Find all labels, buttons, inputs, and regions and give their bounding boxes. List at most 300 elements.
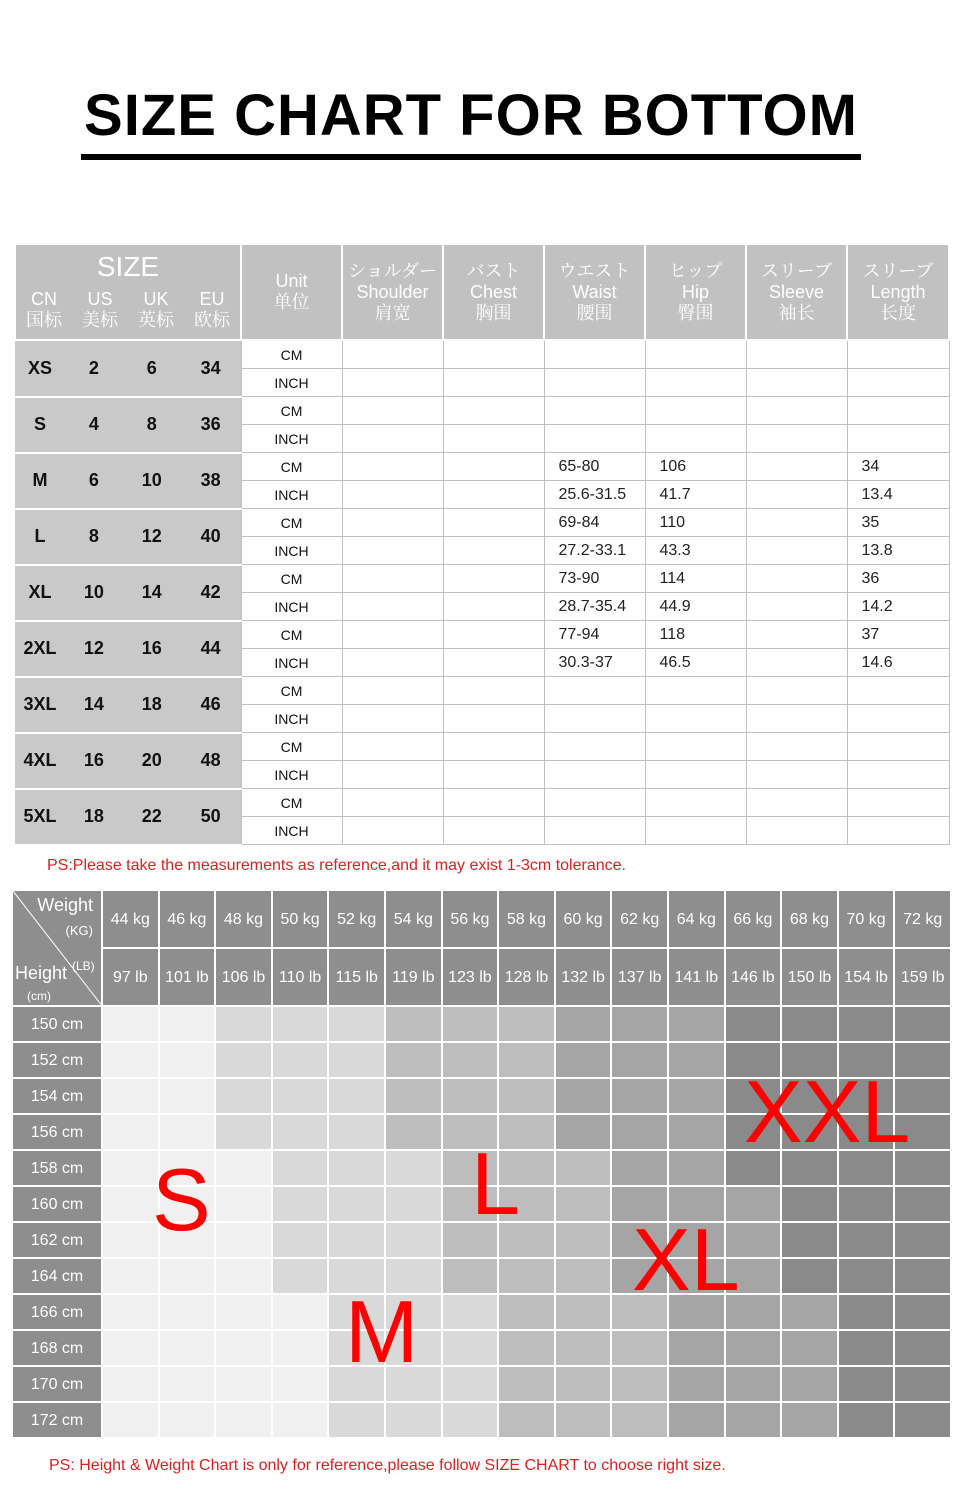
size-zone-cell bbox=[611, 1402, 668, 1438]
measurement-cell bbox=[342, 817, 443, 845]
size-zone-cell bbox=[781, 1330, 838, 1366]
measurement-cell: 28.7-35.4 bbox=[544, 593, 645, 621]
size-eu: 42 bbox=[200, 582, 221, 602]
size-zone-cell bbox=[272, 1366, 329, 1402]
unit-cell: INCH bbox=[241, 425, 342, 453]
size-zone-cell bbox=[385, 1114, 442, 1150]
unit-cell: INCH bbox=[241, 649, 342, 677]
size-zone-cell bbox=[385, 1078, 442, 1114]
table-row bbox=[15, 340, 949, 369]
weight-kg-header: 66 kg bbox=[725, 890, 782, 948]
size-system-header-zh: 国标 bbox=[26, 310, 62, 330]
size-zone-cell bbox=[272, 1294, 329, 1330]
size-zone-cell bbox=[894, 1258, 951, 1294]
size-system-header bbox=[194, 289, 230, 331]
height-row-header: 150 cm bbox=[12, 1006, 102, 1042]
size-uk: 14 bbox=[141, 582, 162, 602]
size-zone-cell bbox=[442, 1402, 499, 1438]
size-zone-cell bbox=[102, 1330, 159, 1366]
measurement-cell bbox=[847, 705, 949, 733]
measurement-cell: 69-84 bbox=[544, 509, 645, 537]
size-label-cell bbox=[15, 677, 241, 733]
weight-kg-header: 50 kg bbox=[272, 890, 329, 948]
size-system-header-zh: 美标 bbox=[82, 310, 118, 330]
measurement-cell bbox=[342, 621, 443, 649]
measurement-cell bbox=[645, 705, 746, 733]
measurement-cell: 14.2 bbox=[847, 593, 949, 621]
size-zone-cell bbox=[555, 1186, 612, 1222]
measurement-cell bbox=[443, 621, 544, 649]
measurement-cell: 118 bbox=[645, 621, 746, 649]
measurement-cell: 35 bbox=[847, 509, 949, 537]
size-zone-cell bbox=[102, 1222, 159, 1258]
ps-tolerance-note bbox=[47, 857, 626, 875]
size-zone-label: XXL bbox=[744, 1062, 911, 1161]
height-row-header: 156 cm bbox=[12, 1114, 102, 1150]
measurement-cell: 14.6 bbox=[847, 649, 949, 677]
size-label-cell bbox=[15, 789, 241, 845]
weight-lb-header: 159 lb bbox=[894, 948, 951, 1006]
measurement-cell bbox=[746, 789, 847, 817]
measurement-cell bbox=[443, 649, 544, 677]
size-zone-cell bbox=[725, 1006, 782, 1042]
size-zone-cell bbox=[611, 1042, 668, 1078]
height-row-header: 160 cm bbox=[12, 1186, 102, 1222]
measurement-cell bbox=[443, 705, 544, 733]
corner-weight-label: Weight bbox=[37, 895, 93, 915]
size-uk: 16 bbox=[141, 638, 162, 658]
size-zone-cell bbox=[272, 1042, 329, 1078]
size-zone-cell bbox=[385, 1186, 442, 1222]
weight-kg-header: 72 kg bbox=[894, 890, 951, 948]
size-zone-cell bbox=[272, 1150, 329, 1186]
size-zone-cell bbox=[555, 1294, 612, 1330]
measurement-cell: 106 bbox=[645, 453, 746, 481]
measurement-cell bbox=[544, 733, 645, 761]
measure-header bbox=[443, 244, 544, 340]
size-label-cell bbox=[15, 453, 241, 509]
measurement-cell bbox=[544, 425, 645, 453]
weight-kg-header: 48 kg bbox=[215, 890, 272, 948]
height-row-header: 172 cm bbox=[12, 1402, 102, 1438]
measure-header-ja: バスト bbox=[466, 260, 521, 281]
size-zone-cell bbox=[668, 1330, 725, 1366]
size-zone-cell bbox=[555, 1006, 612, 1042]
size-zone-cell bbox=[555, 1366, 612, 1402]
measure-header-zh: 肩宽 bbox=[374, 302, 411, 323]
size-zone-cell bbox=[442, 1078, 499, 1114]
measurement-cell bbox=[746, 677, 847, 705]
size-zone-cell bbox=[102, 1258, 159, 1294]
weight-lb-header: 101 lb bbox=[159, 948, 216, 1006]
measurement-cell bbox=[443, 593, 544, 621]
measurement-cell bbox=[746, 509, 847, 537]
weight-kg-header: 46 kg bbox=[159, 890, 216, 948]
measurement-cell: 65-80 bbox=[544, 453, 645, 481]
height-row-header: 164 cm bbox=[12, 1258, 102, 1294]
size-zone-cell bbox=[498, 1042, 555, 1078]
size-zone-cell bbox=[159, 1114, 216, 1150]
size-zone-cell bbox=[894, 1006, 951, 1042]
table-row bbox=[15, 677, 949, 705]
measure-header-zh: 臀围 bbox=[677, 302, 714, 323]
size-zone-cell bbox=[838, 1402, 895, 1438]
measurement-cell bbox=[443, 425, 544, 453]
measurement-cell: 37 bbox=[847, 621, 949, 649]
weight-kg-header: 64 kg bbox=[668, 890, 725, 948]
size-label-cell bbox=[15, 621, 241, 677]
table-row bbox=[15, 397, 949, 425]
measurement-cell bbox=[443, 817, 544, 845]
size-label-cell bbox=[15, 509, 241, 565]
measurement-cell bbox=[443, 789, 544, 817]
size-zone-cell bbox=[272, 1258, 329, 1294]
size-zone-cell bbox=[781, 1222, 838, 1258]
size-zone-cell bbox=[668, 1402, 725, 1438]
measurement-cell: 110 bbox=[645, 509, 746, 537]
size-zone-cell bbox=[215, 1366, 272, 1402]
height-row-header: 158 cm bbox=[12, 1150, 102, 1186]
measurement-cell bbox=[645, 340, 746, 369]
size-zone-cell bbox=[781, 1006, 838, 1042]
size-system-header-en: EU bbox=[199, 289, 225, 309]
size-eu: 38 bbox=[200, 470, 221, 490]
measure-header-en: Waist bbox=[572, 281, 617, 302]
measurement-cell: 25.6-31.5 bbox=[544, 481, 645, 509]
size-zone-cell bbox=[102, 1402, 159, 1438]
unit-cell: CM bbox=[241, 789, 342, 817]
height-row-header: 166 cm bbox=[12, 1294, 102, 1330]
measurement-cell bbox=[746, 369, 847, 397]
measurement-cell bbox=[544, 340, 645, 369]
size-zone-label: S bbox=[152, 1150, 211, 1249]
measurement-cell: 77-94 bbox=[544, 621, 645, 649]
measurement-cell bbox=[443, 509, 544, 537]
measurement-cell bbox=[746, 537, 847, 565]
weight-kg-header: 54 kg bbox=[385, 890, 442, 948]
measure-header-zh: 腰围 bbox=[576, 302, 613, 323]
measurement-cell: 41.7 bbox=[645, 481, 746, 509]
measurement-cell bbox=[544, 817, 645, 845]
size-zone-cell bbox=[215, 1114, 272, 1150]
size-cn: M bbox=[32, 470, 48, 490]
height-row-header: 154 cm bbox=[12, 1078, 102, 1114]
weight-lb-header: 119 lb bbox=[385, 948, 442, 1006]
measurement-cell bbox=[746, 621, 847, 649]
measurement-cell bbox=[746, 481, 847, 509]
size-zone-cell bbox=[442, 1366, 499, 1402]
measure-header bbox=[847, 244, 949, 340]
size-zone-cell bbox=[215, 1258, 272, 1294]
measure-header-zh: 胸围 bbox=[475, 302, 512, 323]
size-zone-cell bbox=[385, 1402, 442, 1438]
weight-lb-header: 146 lb bbox=[725, 948, 782, 1006]
measurement-cell: 46.5 bbox=[645, 649, 746, 677]
size-uk: 18 bbox=[141, 694, 162, 714]
measurement-cell bbox=[645, 761, 746, 789]
size-zone-cell bbox=[102, 1366, 159, 1402]
size-zone-cell bbox=[838, 1186, 895, 1222]
size-zone-cell bbox=[215, 1078, 272, 1114]
size-us: 8 bbox=[88, 526, 99, 546]
size-zone-cell bbox=[442, 1294, 499, 1330]
size-header-title: SIZE bbox=[96, 251, 160, 282]
size-zone-cell bbox=[838, 1222, 895, 1258]
size-us: 14 bbox=[83, 694, 104, 714]
unit-cell: INCH bbox=[241, 817, 342, 845]
measure-header bbox=[746, 244, 847, 340]
measurement-cell: 13.4 bbox=[847, 481, 949, 509]
weight-lb-header: 123 lb bbox=[442, 948, 499, 1006]
unit-cell: INCH bbox=[241, 481, 342, 509]
measurement-cell bbox=[342, 509, 443, 537]
size-zone-cell bbox=[668, 1114, 725, 1150]
measure-header bbox=[645, 244, 746, 340]
height-row-header: 170 cm bbox=[12, 1366, 102, 1402]
size-zone-cell bbox=[215, 1402, 272, 1438]
size-system-header-en: US bbox=[87, 289, 113, 309]
size-label-cell bbox=[15, 340, 241, 397]
size-zone-cell bbox=[159, 1330, 216, 1366]
unit-cell: INCH bbox=[241, 705, 342, 733]
size-cn: 2XL bbox=[23, 638, 57, 658]
measurement-cell bbox=[342, 453, 443, 481]
size-zone-cell bbox=[102, 1114, 159, 1150]
size-us: 6 bbox=[88, 470, 99, 490]
size-zone-cell bbox=[498, 1402, 555, 1438]
size-system-header-zh: 欧标 bbox=[194, 310, 230, 330]
measurement-cell bbox=[847, 369, 949, 397]
chart-corner-header bbox=[12, 890, 102, 1006]
size-chart-table bbox=[14, 243, 950, 846]
size-zone-cell bbox=[385, 1006, 442, 1042]
measurement-cell bbox=[443, 761, 544, 789]
corner-height-label: Height bbox=[15, 963, 68, 983]
measurement-cell bbox=[645, 425, 746, 453]
size-zone-cell bbox=[555, 1042, 612, 1078]
size-zone-cell bbox=[498, 1078, 555, 1114]
measurement-cell bbox=[342, 593, 443, 621]
measurement-cell bbox=[746, 733, 847, 761]
size-zone-cell bbox=[894, 1402, 951, 1438]
measurement-cell bbox=[544, 705, 645, 733]
measurement-cell bbox=[443, 537, 544, 565]
size-zone-cell bbox=[725, 1402, 782, 1438]
ps-prefix: PS: bbox=[47, 857, 73, 874]
size-eu: 50 bbox=[200, 806, 221, 826]
weight-lb-header: 97 lb bbox=[102, 948, 159, 1006]
measurement-cell: 34 bbox=[847, 453, 949, 481]
table-row bbox=[15, 621, 949, 649]
measure-header-ja: ショルダー bbox=[348, 260, 437, 281]
size-zone-cell bbox=[159, 1294, 216, 1330]
measurement-cell bbox=[443, 565, 544, 593]
size-zone-cell bbox=[328, 1402, 385, 1438]
size-zone-cell bbox=[668, 1150, 725, 1186]
measurement-cell bbox=[847, 340, 949, 369]
size-eu: 44 bbox=[200, 638, 221, 658]
size-zone-cell bbox=[102, 1078, 159, 1114]
size-zone-cell bbox=[838, 1330, 895, 1366]
measurement-cell bbox=[746, 705, 847, 733]
unit-cell: CM bbox=[241, 453, 342, 481]
measurement-cell bbox=[342, 649, 443, 677]
measure-header-en: Hip bbox=[681, 281, 709, 302]
corner-cm-label: (cm) bbox=[27, 989, 51, 1003]
size-zone-cell bbox=[611, 1330, 668, 1366]
measure-header-en: Shoulder bbox=[356, 281, 429, 302]
measurement-cell bbox=[544, 761, 645, 789]
size-zone-cell bbox=[725, 1330, 782, 1366]
size-eu: 34 bbox=[200, 357, 221, 378]
weight-kg-header: 60 kg bbox=[555, 890, 612, 948]
size-eu: 48 bbox=[200, 750, 221, 770]
size-zone-cell bbox=[838, 1006, 895, 1042]
size-zone-cell bbox=[781, 1294, 838, 1330]
weight-lb-header: 110 lb bbox=[272, 948, 329, 1006]
unit-cell: INCH bbox=[241, 369, 342, 397]
ps-text: Please take the measurements as reference,and it may exist 1-3cm tolerance. bbox=[72, 857, 626, 874]
size-uk: 20 bbox=[141, 750, 162, 770]
size-uk: 22 bbox=[141, 806, 162, 826]
size-cn: S bbox=[33, 414, 46, 434]
size-label-cell bbox=[15, 397, 241, 453]
size-system-header-zh: 英标 bbox=[138, 310, 174, 330]
measurement-cell: 44.9 bbox=[645, 593, 746, 621]
height-row-header: 162 cm bbox=[12, 1222, 102, 1258]
unit-cell: CM bbox=[241, 565, 342, 593]
size-us: 4 bbox=[88, 414, 99, 434]
corner-kg-label: (KG) bbox=[65, 923, 93, 938]
unit-cell: INCH bbox=[241, 761, 342, 789]
weight-lb-header: 106 lb bbox=[215, 948, 272, 1006]
size-header bbox=[15, 244, 241, 340]
size-zone-label: L bbox=[471, 1134, 520, 1233]
measurement-cell bbox=[342, 537, 443, 565]
size-zone-cell bbox=[159, 1366, 216, 1402]
size-zone-cell bbox=[725, 1366, 782, 1402]
size-zone-cell bbox=[611, 1114, 668, 1150]
unit-header-en: Unit bbox=[275, 271, 308, 291]
size-zone-cell bbox=[781, 1186, 838, 1222]
measurement-cell bbox=[342, 705, 443, 733]
size-zone-cell bbox=[385, 1150, 442, 1186]
size-cn: XS bbox=[27, 357, 52, 378]
measurement-cell bbox=[746, 649, 847, 677]
size-uk: 10 bbox=[141, 470, 162, 490]
size-zone-cell bbox=[498, 1366, 555, 1402]
measurement-cell: 43.3 bbox=[645, 537, 746, 565]
size-uk: 6 bbox=[146, 357, 157, 378]
size-zone-cell bbox=[498, 1294, 555, 1330]
size-zone-cell bbox=[159, 1006, 216, 1042]
measurement-cell bbox=[443, 733, 544, 761]
measurement-cell bbox=[645, 789, 746, 817]
measurement-cell bbox=[342, 789, 443, 817]
measurement-cell bbox=[544, 369, 645, 397]
measurement-cell bbox=[746, 425, 847, 453]
ps-prefix: PS: bbox=[49, 1457, 75, 1474]
measurement-cell bbox=[443, 340, 544, 369]
unit-cell: CM bbox=[241, 677, 342, 705]
size-label-cell bbox=[15, 565, 241, 621]
size-zone-cell bbox=[328, 1006, 385, 1042]
size-us: 10 bbox=[83, 582, 104, 602]
measurement-cell bbox=[443, 677, 544, 705]
size-system-header bbox=[82, 289, 118, 331]
measure-header-ja: スリーブ bbox=[862, 260, 934, 281]
size-system-header bbox=[138, 289, 174, 331]
measurement-cell bbox=[342, 425, 443, 453]
size-zone-cell bbox=[102, 1006, 159, 1042]
weight-lb-header: 137 lb bbox=[611, 948, 668, 1006]
size-zone-label: M bbox=[345, 1282, 419, 1381]
measurement-cell bbox=[645, 397, 746, 425]
measurement-cell bbox=[645, 817, 746, 845]
size-zone-cell bbox=[159, 1258, 216, 1294]
size-zone-cell bbox=[215, 1294, 272, 1330]
measure-header bbox=[342, 244, 443, 340]
unit-cell: INCH bbox=[241, 537, 342, 565]
measure-header-en: Length bbox=[870, 281, 926, 302]
measurement-cell bbox=[847, 761, 949, 789]
size-system-header bbox=[26, 289, 62, 331]
measurement-cell bbox=[746, 565, 847, 593]
size-zone-cell bbox=[272, 1078, 329, 1114]
measure-header bbox=[544, 244, 645, 340]
size-zone-cell bbox=[668, 1042, 725, 1078]
size-zone-cell bbox=[102, 1186, 159, 1222]
weight-lb-header: 150 lb bbox=[781, 948, 838, 1006]
weight-kg-header: 52 kg bbox=[328, 890, 385, 948]
size-zone-cell bbox=[894, 1186, 951, 1222]
size-zone-cell bbox=[555, 1330, 612, 1366]
measurement-cell: 27.2-33.1 bbox=[544, 537, 645, 565]
size-system-header-en: CN bbox=[31, 289, 57, 309]
size-cn: 3XL bbox=[23, 694, 57, 714]
size-cn: 4XL bbox=[23, 750, 57, 770]
size-zone-cell bbox=[838, 1294, 895, 1330]
measurement-cell bbox=[443, 369, 544, 397]
table-row bbox=[15, 509, 949, 537]
size-zone-cell bbox=[668, 1366, 725, 1402]
measurement-cell bbox=[746, 340, 847, 369]
measure-header-en: Sleeve bbox=[768, 281, 825, 302]
size-zone-cell bbox=[498, 1258, 555, 1294]
size-us: 12 bbox=[83, 638, 104, 658]
weight-kg-header: 58 kg bbox=[498, 890, 555, 948]
unit-cell: CM bbox=[241, 509, 342, 537]
size-zone-cell bbox=[215, 1006, 272, 1042]
table-row bbox=[15, 565, 949, 593]
table-row bbox=[15, 453, 949, 481]
size-zone-cell bbox=[102, 1042, 159, 1078]
unit-header-zh: 单位 bbox=[273, 292, 310, 312]
measurement-cell bbox=[342, 733, 443, 761]
size-zone-cell bbox=[272, 1114, 329, 1150]
size-zone-cell bbox=[215, 1042, 272, 1078]
size-us: 16 bbox=[83, 750, 104, 770]
size-zone-cell bbox=[215, 1222, 272, 1258]
measurement-cell bbox=[342, 397, 443, 425]
size-us: 2 bbox=[88, 357, 99, 378]
measurement-cell bbox=[746, 817, 847, 845]
measure-header-ja: ヒップ bbox=[668, 260, 723, 281]
size-zone-cell bbox=[442, 1330, 499, 1366]
unit-cell: INCH bbox=[241, 593, 342, 621]
ps-reference-note bbox=[49, 1457, 726, 1475]
measure-header-zh: 长度 bbox=[880, 302, 916, 323]
